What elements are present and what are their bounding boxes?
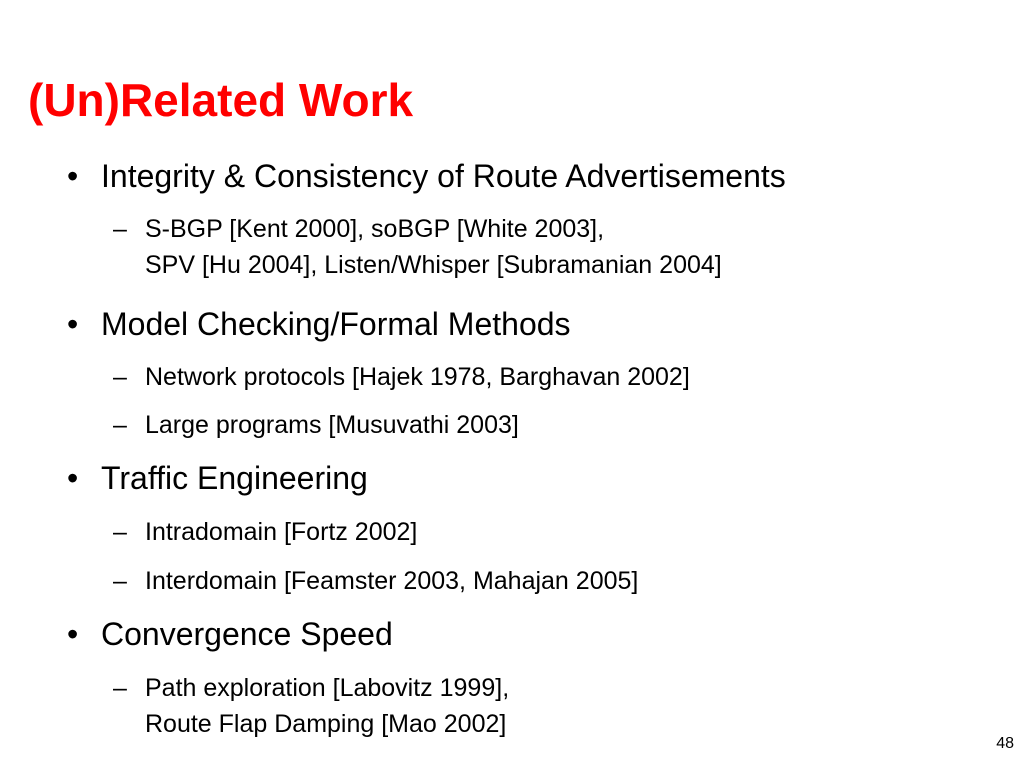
sub-bullet-text — [145, 514, 417, 550]
sub-bullet-line: S-BGP [Kent 2000], soBGP [White 2003], — [145, 215, 605, 243]
sub-bullet-line: Route Flap Damping [Mao 2002] — [145, 710, 507, 738]
bullet-text: Integrity & Consistency of Route Advertisements — [101, 158, 786, 194]
bullet-marker: • — [67, 158, 79, 194]
sub-bullet-marker: – — [113, 411, 127, 439]
sub-bullet-text — [145, 407, 519, 443]
bullet-text: Traffic Engineering — [101, 460, 368, 496]
sub-bullet-marker: – — [113, 363, 127, 391]
bullet-text: Convergence Speed — [101, 616, 393, 652]
sub-bullet-marker: – — [113, 518, 127, 546]
sub-bullet-line: Large programs [Musuvathi 2003] — [145, 411, 519, 439]
bullet-text: Model Checking/Formal Methods — [101, 306, 571, 342]
sub-bullet-line: Network protocols [Hajek 1978, Barghavan 2002] — [145, 363, 690, 391]
sub-bullet-line: Interdomain [Feamster 2003, Mahajan 2005] — [145, 567, 639, 595]
sub-bullet-marker: – — [113, 215, 127, 243]
slide-title: (Un)Related Work — [28, 74, 414, 126]
sub-bullet-text — [145, 670, 509, 742]
sub-bullet-line: Path exploration [Labovitz 1999], — [145, 674, 510, 702]
sub-bullet-marker: – — [113, 674, 127, 702]
bullet-marker: • — [67, 306, 79, 342]
bullet-marker: • — [67, 460, 79, 496]
sub-bullet-text — [145, 563, 638, 599]
page-number: 48 — [996, 735, 1014, 752]
sub-bullet-text — [145, 211, 722, 283]
sub-bullet-line: SPV [Hu 2004], Listen/Whisper [Subramanian 2004] — [145, 251, 722, 279]
sub-bullet-line: Intradomain [Fortz 2002] — [145, 518, 418, 546]
bullet-marker: • — [67, 616, 79, 652]
sub-bullet-marker: – — [113, 567, 127, 595]
sub-bullet-text — [145, 359, 690, 395]
